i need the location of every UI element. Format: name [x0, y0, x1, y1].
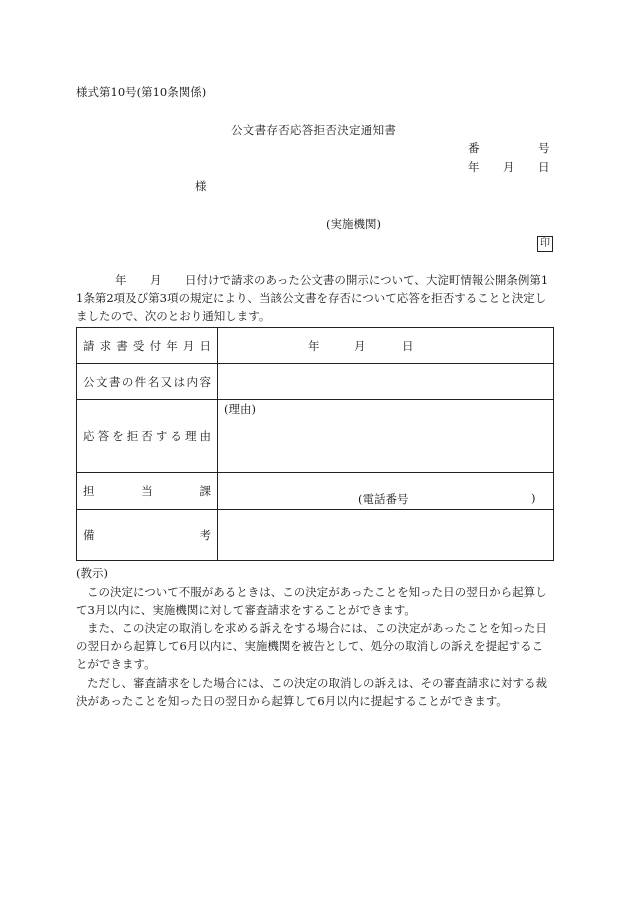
- seal-mark: 印: [537, 236, 553, 252]
- instruction-paragraph-3: ただし、審査請求をした場合には、この決定の取消しの訴えは、その審査請求に対する裁決があったことを知った日の翌日から起算して6月以内に提起することができます。: [76, 676, 547, 708]
- document-title: 公文書存否応答拒否決定通知書: [231, 123, 397, 137]
- document-subject-value: [218, 364, 554, 400]
- receipt-date-label-text: 請 求 書 受 付 年 月 日: [83, 338, 211, 353]
- receipt-month: 月: [354, 339, 366, 353]
- number-label-left: 番: [468, 141, 480, 155]
- refusal-reason-value: [218, 400, 554, 473]
- instruction-paragraph-1: この決定について不服があるときは、この決定があったことを知った日の翌日から起算して3月以内に、実施機関に対して審査請求をすることができます。: [76, 585, 547, 617]
- addressee-suffix: 様: [195, 179, 207, 193]
- receipt-date-value: [218, 328, 554, 364]
- table-row: [77, 328, 554, 364]
- phone-number-close: ): [531, 491, 536, 505]
- table-row: [77, 364, 554, 400]
- instruction-paragraph-2: また、この決定の取消しを求める訴えをする場合には、この決定があったことを知った日の翌日から起算して6月以内に、実施機関を被告として、処分の取消しの訴えを提起することができます。: [76, 621, 547, 671]
- date-month-label: 月: [503, 160, 515, 174]
- intro-month: 月: [150, 273, 162, 287]
- table-row: [77, 510, 554, 561]
- refusal-reason-label-text: 応 答 を 拒 否 す る 理 由: [83, 429, 211, 443]
- table-row: [77, 400, 554, 473]
- remarks-value: [218, 510, 554, 561]
- form-number: 様式第10号(第10条関係): [76, 85, 207, 99]
- phone-number-open: (電話番号: [358, 492, 409, 506]
- date-day-label: 日: [538, 160, 550, 174]
- number-label-right: 号: [538, 141, 550, 155]
- remarks-label: [77, 510, 218, 561]
- table-row: [77, 473, 554, 510]
- remarks-label-text: 備 考: [83, 528, 211, 542]
- receipt-day: 日: [402, 339, 414, 353]
- intro-paragraph: 日付けで請求のあった公文書の開示について、大淀町情報公開条例第11条第2項及び第3項の規定により、当該公文書を存否について応答を拒否することと決定しましたので、次のとおり通知します。: [76, 273, 549, 323]
- date-year-label: 年: [468, 160, 480, 174]
- department-label-text: 担 当 課: [83, 484, 211, 498]
- receipt-date-label: [77, 328, 218, 364]
- receipt-year: 年: [308, 339, 320, 353]
- document-subject-label: [77, 364, 218, 400]
- reason-caption: (理由): [224, 402, 256, 416]
- document-subject-label-text: 公 文 書 の 件 名 又 は 内 容: [83, 374, 211, 389]
- intro-year: 年: [115, 273, 127, 287]
- notice-table: [76, 327, 554, 561]
- agency-label: (実施機関): [326, 217, 381, 231]
- instruction-heading: (教示): [76, 566, 108, 580]
- department-value: [218, 473, 554, 510]
- department-label: [77, 473, 218, 510]
- refusal-reason-label: [77, 400, 218, 473]
